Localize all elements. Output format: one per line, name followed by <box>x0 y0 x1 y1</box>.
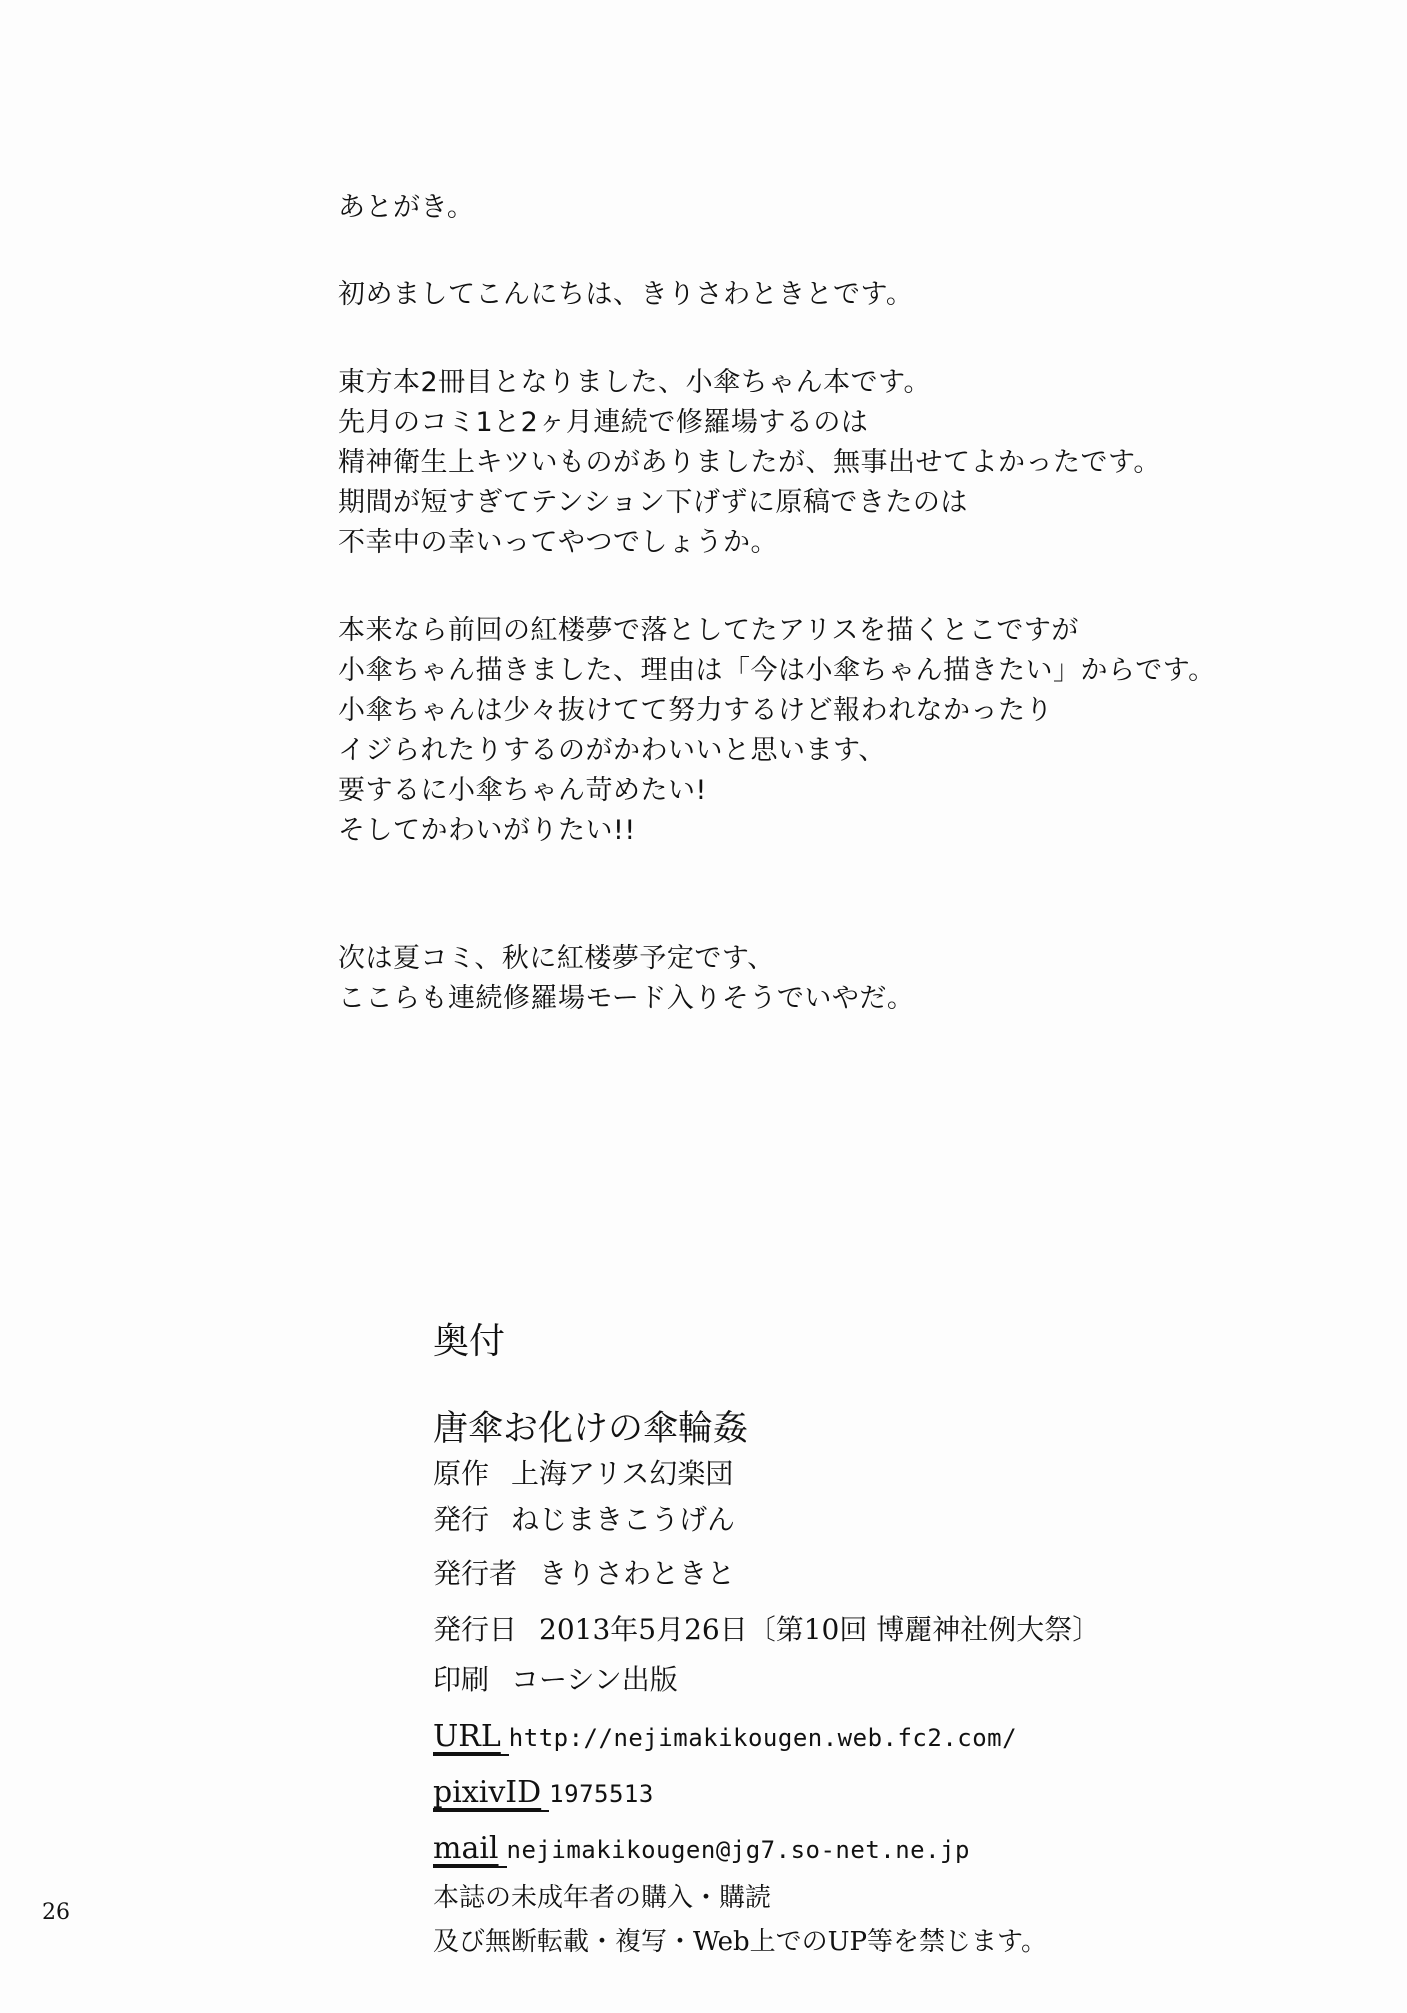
mail-label: mail <box>433 1832 507 1868</box>
colophon-mail-row <box>433 1828 1333 1872</box>
date-label: 発行日 <box>433 1613 518 1646</box>
afterword-paragraph-line: 精神衛生上キツいものがありましたが、無事出せてよかったです。 <box>338 447 1161 478</box>
mail-value[interactable]: nejimakikougen@jg7.so-net.ne.jp <box>506 1836 970 1864</box>
colophon-url-row <box>433 1716 1333 1760</box>
publisher-value: きりさわときと <box>539 1557 736 1590</box>
afterword-paragraph-line: 本来なら前回の紅楼夢で落としてたアリスを描くとこですが <box>338 615 1079 646</box>
url-value[interactable]: http://nejimakikougen.web.fc2.com/ <box>508 1724 1018 1752</box>
afterword-section <box>338 188 1238 1019</box>
afterword-paragraph-line: 要するに小傘ちゃん苛めたい! <box>338 775 707 806</box>
afterword-paragraph-line: 次は夏コミ、秋に紅楼夢予定です、 <box>338 943 775 974</box>
url-label: URL <box>433 1720 509 1756</box>
colophon-publish-row <box>433 1498 1333 1542</box>
colophon-pixiv-row <box>433 1772 1333 1816</box>
date-value: 2013年5月26日〔第10回 博麗神社例大祭〕 <box>539 1613 1101 1646</box>
colophon-original-row <box>433 1452 1333 1496</box>
colophon-date-row <box>433 1608 1333 1652</box>
notice-line-2: 及び無断転載・複写・Web上でのUP等を禁じます。 <box>433 1927 1047 1957</box>
book-title: 唐傘お化けの傘輪姦 <box>433 1409 749 1449</box>
notice-line-1: 本誌の未成年者の購入・購読 <box>433 1883 772 1913</box>
afterword-paragraph-line: イジられたりするのがかわいいと思います、 <box>338 735 886 766</box>
original-label: 原作 <box>433 1457 490 1490</box>
publish-label: 発行 <box>433 1503 490 1536</box>
afterword-paragraph-line: 期間が短すぎてテンション下げずに原稿できたのは <box>338 487 968 518</box>
afterword-paragraph-line: 東方本2冊目となりました、小傘ちゃん本です。 <box>338 367 932 398</box>
publish-value: ねじまきこうげん <box>511 1503 736 1536</box>
colophon-print-row <box>433 1658 1333 1702</box>
colophon-heading: 奥付 <box>433 1321 506 1362</box>
afterword-paragraph-line: 先月のコミ1と2ヶ月連続で修羅場するのは <box>338 407 869 438</box>
afterword-greeting: 初めましてこんにちは、きりさわときとです。 <box>338 279 914 310</box>
pixiv-value: 1975513 <box>549 1780 654 1808</box>
pixiv-label: pixivID <box>433 1776 549 1812</box>
page-number: 26 <box>42 1900 70 1925</box>
publisher-label: 発行者 <box>433 1557 518 1590</box>
original-value: 上海アリス幻楽団 <box>511 1457 734 1490</box>
afterword-paragraph-line: 小傘ちゃん描きました、理由は「今は小傘ちゃん描きたい」からです。 <box>338 655 1216 686</box>
afterword-heading: あとがき。 <box>338 192 475 223</box>
afterword-paragraph-line: 小傘ちゃんは少々抜けてて努力するけど報われなかったり <box>338 695 1053 726</box>
print-label: 印刷 <box>433 1663 490 1696</box>
print-value: コーシン出版 <box>511 1663 678 1696</box>
afterword-paragraph-line: 不幸中の幸いってやつでしょうか。 <box>338 527 778 558</box>
afterword-paragraph-line: ここらも連続修羅場モード入りそうでいやだ。 <box>338 983 915 1014</box>
colophon-section <box>433 1318 1333 1964</box>
afterword-paragraph-line: そしてかわいがりたい!! <box>338 815 636 846</box>
colophon-publisher-row <box>433 1552 1333 1596</box>
